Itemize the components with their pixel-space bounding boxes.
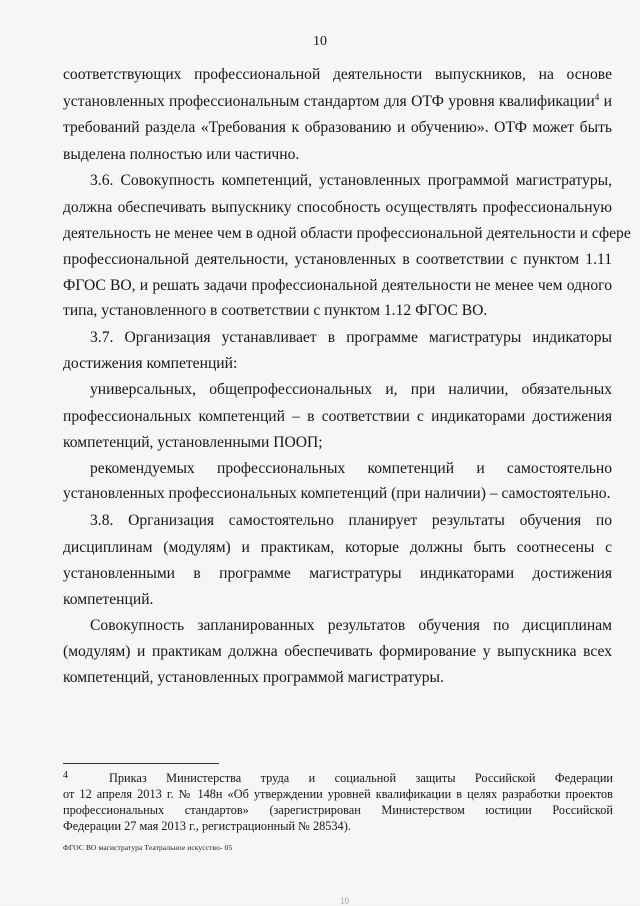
paragraph-line: профессиональных компетенций – в соответствии с индикаторами достижения	[63, 408, 612, 425]
paragraph-line: соответствующих профессиональной деятельности выпускников, на основе	[63, 66, 612, 83]
paragraph-line: универсальных, общепрофессиональных и, при наличии, обязательных	[90, 381, 612, 398]
paragraph-line: выделена полностью или частично.	[63, 146, 300, 163]
footer-text: ФГОС ВО магистратура Театральное искусство- 05	[63, 843, 233, 852]
paragraph-line: установленными в программе магистратуры индикаторами достижения	[63, 565, 612, 582]
paragraph-line: компетенций, установленными ПООП;	[63, 434, 323, 451]
paragraph-line: Совокупность запланированных результатов обучения по дисциплинам	[90, 617, 612, 634]
footnote-reference[interactable]: 4	[594, 91, 600, 102]
paragraph-line: дисциплинам (модулям) и практикам, которые должны быть соотнесены с	[63, 539, 612, 556]
paragraph-line: 3.7. Организация устанавливает в программе магистратуры индикаторы	[90, 329, 612, 346]
paragraph-line: требований раздела «Требования к образованию и обучению». ОТФ может быть	[63, 119, 612, 136]
footnote-mark: 4	[63, 770, 68, 781]
paragraph-line: профессиональной деятельности, установленных в соответствии с пунктом 1.11	[63, 251, 612, 268]
paragraph-line: достижения компетенций:	[63, 355, 238, 372]
paragraph-line: компетенций.	[63, 591, 154, 608]
paragraph-line: 3.8. Организация самостоятельно планирует результаты обучения по	[90, 512, 612, 529]
paragraph-line: установленных профессиональных компетенций (при наличии) – самостоятельно.	[63, 485, 611, 502]
paragraph-line: деятельность не менее чем в одной области профессиональной деятельности и сфере	[63, 225, 631, 242]
paragraph-line: должна обеспечивать выпускнику способность осуществлять профессиональную	[63, 199, 612, 216]
paragraph-line: компетенций, установленных программой магистратуры.	[63, 669, 444, 686]
paragraph-line: рекомендуемых профессиональных компетенций и самостоятельно	[90, 460, 612, 477]
paragraph-line: (модулям) и практикам должна обеспечивать формирование у выпускника всех	[63, 643, 612, 660]
paragraph-line: установленных профессиональным стандартом для ОТФ уровня квалификации$^4$ и	[63, 91, 612, 110]
footnote-line: профессиональных стандартов» (зарегистрирован Министерством юстиции Российской	[63, 803, 613, 817]
footnote-line: от 12 апреля 2013 г. № 148н «Об утверждении уровней квалификации в целях разработки проектов	[63, 787, 613, 801]
footnote-line: Федерации 27 мая 2013 г., регистрационный № 28534).	[63, 819, 351, 833]
paragraph-line: 3.6. Совокупность компетенций, установленных программой магистратуры,	[90, 172, 612, 189]
footnote-separator	[63, 763, 219, 764]
page-number: 10	[313, 34, 327, 49]
edge-page-mark: 10	[340, 896, 349, 906]
paragraph-line: ФГОС ВО, и решать задачи профессиональной деятельности не менее чем одного	[63, 277, 612, 294]
paragraph-line: типа, установленного в соответствии с пунктом 1.12 ФГОС ВО.	[63, 302, 488, 319]
footnote-line: 4 Приказ Министерства труда и социальной защиты Российской Федерации	[63, 770, 613, 785]
